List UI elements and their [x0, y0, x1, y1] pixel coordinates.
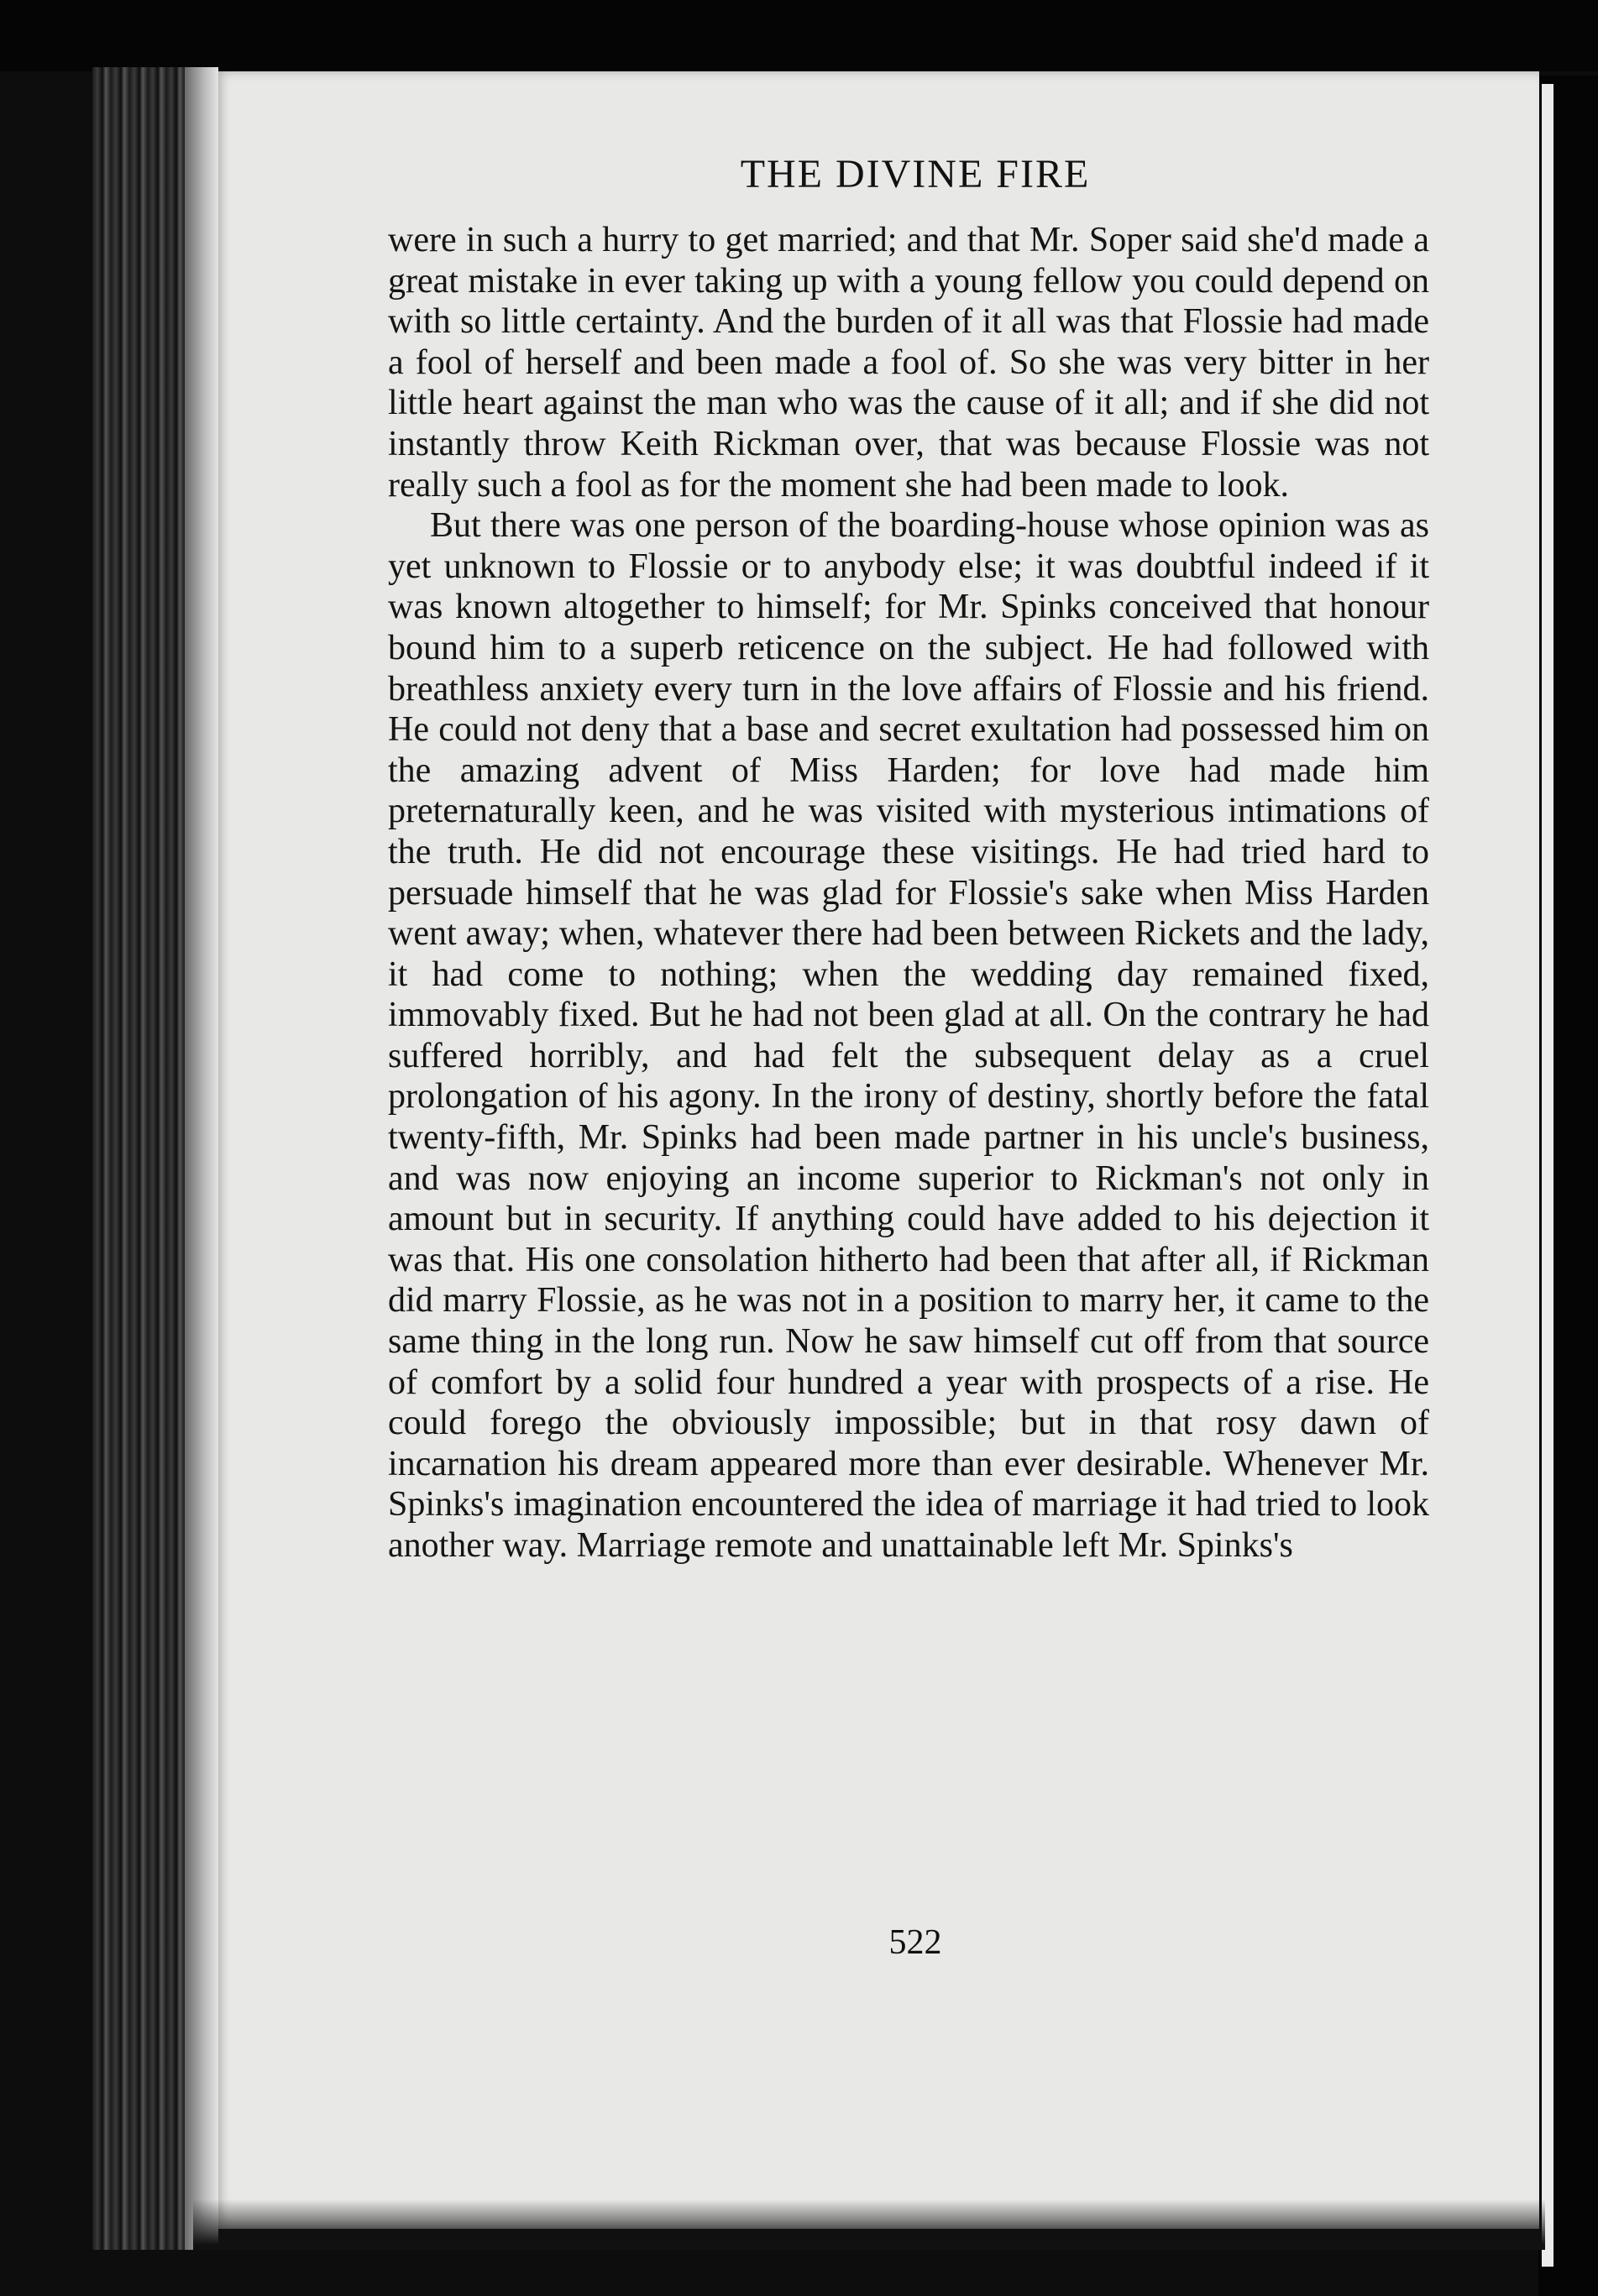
- page-bottom-shadow: [193, 2199, 1545, 2250]
- running-head: THE DIVINE FIRE: [740, 152, 1091, 196]
- page-gutter-edge: [185, 67, 218, 2250]
- paragraph-2: But there was one person of the boarding-house whose opinion was as yet unknown to Flossie or to anybody else; it was doubtful indeed if it was known altogether to himself; for Mr. Spinks conceived that honour bound him to a superb reticence on the subject. He had followed with breathless anxiety every turn in the love affairs of Flossie and his friend. He could not deny that a base and secret exultation had possessed him on the amazing advent of Miss Harden; for love had made him preternaturally keen, and he was visited with mysterious intimations of the truth. He did not encourage these visitings. He had tried hard to persuade himself that he was glad for Flossie's sake when Miss Harden went away; when, whatever there had been between Rickets and the lady, it had come to nothing; when the wedding day remained fixed, immovably fixed. But he had not been glad at all. On the contrary he had suffered horribly, and had felt the subsequent delay as a cruel prolongation of his agony. In the irony of destiny, shortly before the fatal twenty-fifth, Mr. Spinks had been made partner in his uncle's business, and was now enjoying an income superior to Rickman's not only in amount but in security. If anything could have added to his dejection it was that. His one consolation hitherto had been that after all, if Rickman did marry Flossie, as he was not in a position to marry her, it came to the same thing in the long run. Now he saw himself cut off from that source of comfort by a solid four hundred a year with prospects of a rise. He could forego the obviously impossible; but in that rosy dawn of incarnation his dream appeared more than ever desirable. Whenever Mr. Spinks's imagination encountered the idea of marriage it had tried to look another way. Marriage remote and unattainable left Mr. Spinks's: [388, 506, 1429, 1565]
- page-body: [388, 220, 1429, 1566]
- paragraph-1: were in such a hurry to get married; and that Mr. Soper said she'd made a great mistake in ever taking up with a young fellow you could depend on with so little certainty. And the burden of it all was that Flossie had made a fool of herself and been made a fool of. So she was very bitter in her little heart against the man who was the cause of it all; and if she did not instantly throw Keith Rickman over, that was because Flossie was not really such a fool as for the moment she had been made to look.: [388, 221, 1429, 505]
- scan-top-border: [0, 0, 1598, 71]
- page-number: 522: [888, 1923, 942, 1962]
- facing-page-edge: [1542, 84, 1553, 2267]
